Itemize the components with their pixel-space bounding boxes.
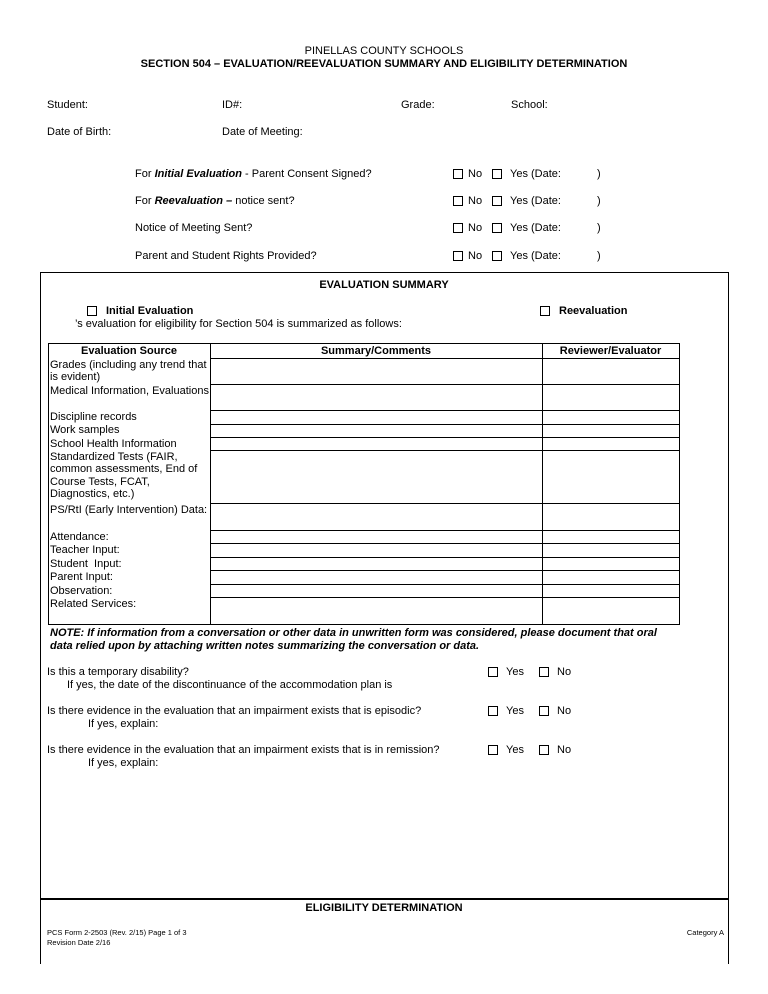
outer-box-top <box>40 272 729 273</box>
outer-box-right <box>728 272 729 964</box>
row-divider <box>210 437 680 438</box>
no-label: No <box>468 222 483 234</box>
initial-consent-question <box>135 168 372 181</box>
temporary-disability-followup: If yes, the date of the discontinuance of the accommodation plan is <box>67 679 393 691</box>
reevaluation-checkbox[interactable] <box>540 306 550 316</box>
yes-date-label: Yes (Date: <box>510 168 561 180</box>
source-teacher-input: Teacher Input: <box>50 544 120 556</box>
eligibility-divider <box>40 898 729 900</box>
remission-followup: If yes, explain: <box>88 757 159 769</box>
temporary-disability-question: Is this a temporary disability? <box>47 666 189 678</box>
eligibility-determination-title: ELIGIBILITY DETERMINATION <box>305 902 463 914</box>
no-label: No <box>557 705 572 717</box>
outer-box-left <box>40 272 41 964</box>
row-divider <box>210 450 680 451</box>
row-divider <box>210 358 680 359</box>
episodic-yes-checkbox[interactable] <box>488 706 498 716</box>
initial-evaluation-label: Initial Evaluation <box>106 305 194 317</box>
no-label: No <box>557 666 572 678</box>
school-label: School: <box>511 99 548 111</box>
evaluation-intro: ’s evaluation for eligibility for Section 504 is summarized as follows: <box>75 318 402 330</box>
q2-suffix: notice sent? <box>232 195 295 207</box>
close-paren: ) <box>597 250 601 262</box>
yes-label: Yes <box>506 666 524 678</box>
source-parent-input: Parent Input: <box>50 571 113 583</box>
episodic-no-checkbox[interactable] <box>539 706 549 716</box>
yes-date-label: Yes (Date: <box>510 222 561 234</box>
remission-question: Is there evidence in the evaluation that an impairment exists that is in remission? <box>47 744 440 756</box>
close-paren: ) <box>597 168 601 180</box>
district-name: PINELLAS COUNTY SCHOOLS <box>304 45 464 57</box>
reevaluation-label: Reevaluation <box>559 305 628 317</box>
table-col-divider-1 <box>210 343 211 625</box>
no-label: No <box>468 168 483 180</box>
q1-emphasis: Initial Evaluation <box>154 168 242 180</box>
form-number: PCS Form 2-2503 (Rev. 2/15) Page 1 of 3 <box>47 928 187 937</box>
q1-suffix: - Parent Consent Signed? <box>241 168 372 180</box>
col-header-summary: Summary/Comments <box>320 345 432 357</box>
meeting-notice-yes-checkbox[interactable] <box>492 223 502 233</box>
student-label: Student: <box>47 99 88 111</box>
source-medical: Medical Information, Evaluations <box>50 385 209 397</box>
remission-yes-checkbox[interactable] <box>488 745 498 755</box>
row-divider <box>210 584 680 585</box>
source-attendance: Attendance: <box>50 531 109 543</box>
row-divider <box>210 557 680 558</box>
rights-provided-no-checkbox[interactable] <box>453 251 463 261</box>
row-divider <box>210 384 680 385</box>
no-label: No <box>557 744 572 756</box>
close-paren: ) <box>597 222 601 234</box>
initial-consent-no-checkbox[interactable] <box>453 169 463 179</box>
table-top <box>48 343 680 344</box>
source-discipline: Discipline records <box>50 411 137 423</box>
reeval-notice-question <box>135 195 295 208</box>
reeval-notice-yes-checkbox[interactable] <box>492 196 502 206</box>
form-title: SECTION 504 – EVALUATION/REEVALUATION SUMMARY AND ELIGIBILITY DETERMINATION <box>140 58 628 70</box>
table-right <box>679 343 680 625</box>
col-header-reviewer: Reviewer/Evaluator <box>559 345 662 357</box>
temporary-no-checkbox[interactable] <box>539 667 549 677</box>
source-observation: Observation: <box>50 585 113 597</box>
oral-data-note: NOTE: If information from a conversation or other data in unwritten form was considered, please document that oral data relied upon by attaching written notes summarizing the conversation or data. <box>50 627 657 652</box>
yes-date-label: Yes (Date: <box>510 195 561 207</box>
source-psrti: PS/RtI (Early Intervention) Data: <box>50 504 208 516</box>
row-divider <box>210 503 680 504</box>
initial-evaluation-checkbox[interactable] <box>87 306 97 316</box>
no-label: No <box>468 195 483 207</box>
row-divider <box>210 410 680 411</box>
source-standardized-tests: Standardized Tests (FAIR, common assessments, End of Course Tests, FCAT, Diagnostics, etc.) <box>50 451 198 501</box>
q2-emphasis: Reevaluation – <box>154 195 233 207</box>
meeting-notice-no-checkbox[interactable] <box>453 223 463 233</box>
meeting-date-label: Date of Meeting: <box>222 126 303 138</box>
row-divider <box>210 530 680 531</box>
table-bottom <box>48 624 680 625</box>
source-health: School Health Information <box>50 438 177 450</box>
source-work-samples: Work samples <box>50 424 120 436</box>
row-divider <box>210 424 680 425</box>
table-left <box>48 343 49 625</box>
col-header-source: Evaluation Source <box>81 345 177 357</box>
temporary-yes-checkbox[interactable] <box>488 667 498 677</box>
rights-provided-yes-checkbox[interactable] <box>492 251 502 261</box>
remission-no-checkbox[interactable] <box>539 745 549 755</box>
q2-prefix: For <box>135 195 155 207</box>
source-student-input: Student Input: <box>50 558 122 570</box>
dob-label: Date of Birth: <box>47 126 112 138</box>
yes-date-label: Yes (Date: <box>510 250 561 262</box>
no-label: No <box>468 250 483 262</box>
q1-prefix: For <box>135 168 155 180</box>
episodic-followup: If yes, explain: <box>88 718 159 730</box>
yes-label: Yes <box>506 705 524 717</box>
source-related-services: Related Services: <box>50 598 137 610</box>
close-paren: ) <box>597 195 601 207</box>
grade-label: Grade: <box>401 99 435 111</box>
row-divider <box>210 597 680 598</box>
row-divider <box>210 570 680 571</box>
yes-label: Yes <box>506 744 524 756</box>
row-divider <box>210 543 680 544</box>
category-label: Category A <box>686 928 724 937</box>
meeting-notice-question: Notice of Meeting Sent? <box>135 222 253 234</box>
reeval-notice-no-checkbox[interactable] <box>453 196 463 206</box>
revision-date: Revision Date 2/16 <box>47 938 111 947</box>
id-label: ID#: <box>222 99 243 111</box>
rights-provided-question: Parent and Student Rights Provided? <box>135 250 317 262</box>
table-col-divider-2 <box>542 343 543 625</box>
source-grades: Grades (including any trend that is evident) <box>50 359 207 384</box>
evaluation-summary-title: EVALUATION SUMMARY <box>319 279 449 291</box>
episodic-question: Is there evidence in the evaluation that an impairment exists that is episodic? <box>47 705 422 717</box>
initial-consent-yes-checkbox[interactable] <box>492 169 502 179</box>
